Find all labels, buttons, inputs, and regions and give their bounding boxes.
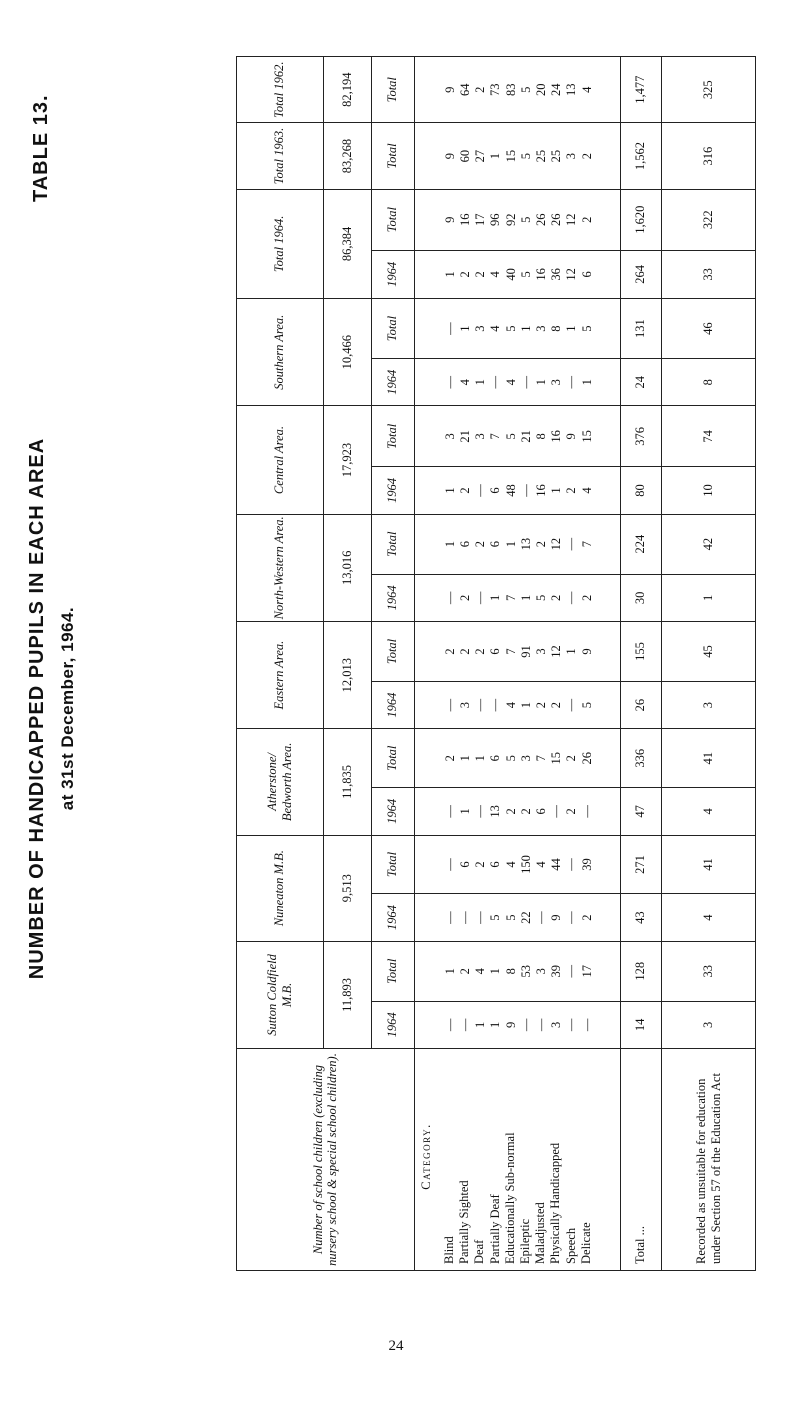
category-value: — [564,375,579,389]
category-value: 12 [564,213,579,226]
total-subheader: Total [372,57,414,123]
category-value: 2 [549,594,564,601]
category-value: 2 [473,541,488,548]
category-values-column [414,894,620,941]
category-values-column [414,359,620,406]
column-recorded: 4 [662,788,756,835]
category-value: 4 [503,379,518,386]
total-subheader: Total [372,189,414,250]
category-value: — [442,698,457,712]
category-values-column [414,123,620,189]
category-value: 9 [564,433,579,440]
category-value: 3 [549,1021,564,1029]
page-number: 24 [388,1338,404,1354]
category-value: 1 [473,755,488,762]
total-subheader: Total [372,299,414,359]
category-value: 9 [442,152,457,160]
category-value: 16 [533,268,548,281]
category-value: 3 [549,379,564,386]
category-value: 2 [579,152,594,160]
category-value: 53 [518,965,533,978]
category-value: 16 [457,213,472,226]
category-value: 1 [442,541,457,548]
category-value: 39 [549,965,564,978]
category-value: — [473,591,488,605]
total-subheader: Total [372,835,414,894]
category-value: — [533,1018,548,1032]
category-value: 3 [533,648,548,655]
category-value: 2 [473,86,488,93]
column-total: 264 [620,250,661,298]
category-value: 8 [549,325,564,332]
category-value: 4 [457,379,472,386]
category-value: — [488,375,503,389]
column-total: 155 [620,621,661,681]
recorded-row [662,57,756,1271]
category-value: — [518,484,533,497]
column-recorded: 322 [662,189,756,250]
year-subheader: 1964 [372,467,414,514]
category-value: 8 [503,968,518,975]
category-value: 48 [503,484,518,497]
category-value: 6 [457,541,472,548]
area-name-row [237,57,324,1271]
category-value: 4 [503,701,518,709]
category-value: 1 [442,271,457,278]
category-value: 15 [549,751,564,765]
category-value: 5 [503,755,518,762]
category-item: Educationally Sub-normal [502,1132,517,1264]
category-value: 9 [442,216,457,223]
category-value: 15 [579,430,594,443]
area-southern: Southern Area. [237,299,324,406]
category-value: 6 [488,861,503,868]
category-value: 6 [457,861,472,868]
category-value: 91 [518,645,533,658]
category-value: 2 [473,861,488,868]
column-recorded: 4 [662,894,756,941]
category-value: — [442,805,457,818]
category-value: 1 [442,968,457,975]
category-value: 7 [503,648,518,655]
category-value: 2 [533,701,548,709]
area-sutton-coldfield: Sutton Coldfield M.B. [237,941,324,1048]
total-row [620,57,661,1271]
category-values-column [414,299,620,359]
category-value: 1 [473,1021,488,1029]
column-recorded: 41 [662,729,756,788]
category-value: 5 [488,914,503,921]
population-value: 86,384 [323,189,371,298]
category-value: 2 [579,594,594,601]
category-value: 17 [473,213,488,226]
category-value: 1 [503,541,518,548]
category-value: 44 [549,858,564,871]
category-value: 2 [457,271,472,278]
category-value: 36 [549,268,564,281]
category-value: — [518,1018,533,1032]
total-subheader: Total [372,514,414,574]
category-item: Epileptic [517,1218,532,1264]
category-value: 17 [579,965,594,978]
category-value: 3 [564,152,579,160]
category-value: — [564,858,579,871]
column-recorded: 41 [662,835,756,894]
column-total: 26 [620,681,661,728]
column-total: 128 [620,941,661,1001]
category-value: 2 [457,487,472,494]
category-value: — [457,911,472,924]
category-item: Maladjusted [533,1202,548,1264]
column-recorded: 10 [662,467,756,514]
category-value: 96 [488,213,503,226]
column-total: 80 [620,467,661,514]
category-value: — [564,537,579,551]
category-values-column [414,189,620,250]
category-value: 4 [579,487,594,494]
category-value: 2 [564,808,579,815]
page-title: NUMBER OF HANDICAPPED PUPILS IN EACH AREA [26,437,48,980]
category-value: 1 [518,594,533,601]
category-value: 5 [518,216,533,223]
category-value: 2 [473,271,488,278]
area-central: Central Area. [237,406,324,514]
population-value: 82,194 [323,57,371,123]
category-value: 5 [503,325,518,332]
category-value: 2 [564,755,579,762]
category-value: — [442,591,457,605]
category-value: 12 [549,645,564,658]
category-value: 1 [533,379,548,386]
column-total: 14 [620,1001,661,1048]
category-value: 2 [503,808,518,815]
total-subheader: Total [372,941,414,1001]
population-note: Number of school children (excluding nursery school & special school children). [237,1049,415,1271]
column-recorded: 3 [662,681,756,728]
category-value: — [579,1018,594,1032]
category-value: — [473,805,488,818]
category-value: 20 [533,83,548,96]
category-value: 2 [518,808,533,815]
category-value: 2 [579,914,594,921]
category-item: Blind [441,1236,456,1264]
category-value: 9 [503,1021,518,1029]
category-value: 1 [564,325,579,332]
category-value: — [533,911,548,924]
category-value: 7 [488,433,503,440]
year-subheader: 1964 [372,250,414,298]
category-values-column [414,835,620,894]
total-row-label: Total ... [620,1049,661,1271]
category-value: — [564,1018,579,1032]
category-values-column [414,941,620,1001]
category-item: Speech [563,1227,578,1264]
category-value: 4 [473,968,488,975]
column-total: 24 [620,359,661,406]
category-values-row [414,57,620,1271]
category-value: 5 [579,701,594,709]
category-values-column [414,1001,620,1048]
category-values-column [414,406,620,467]
population-value: 83,268 [323,123,371,189]
category-values-column [414,57,620,123]
category-value: 3 [442,433,457,440]
column-recorded: 45 [662,621,756,681]
category-value: 5 [518,152,533,160]
category-value: — [473,484,488,497]
population-value: 17,923 [323,406,371,514]
column-total: 271 [620,835,661,894]
area-total-1964: Total 1964. [237,189,324,298]
category-value: 24 [549,83,564,96]
column-recorded: 46 [662,299,756,359]
category-value: 60 [457,149,472,163]
category-value: 39 [579,858,594,871]
column-total: 1,562 [620,123,661,189]
category-value: 3 [457,701,472,709]
category-value: 22 [518,911,533,924]
column-total: 336 [620,729,661,788]
category-value: 3 [518,755,533,762]
category-value: 2 [533,541,548,548]
area-total-1962: Total 1962. [237,57,324,123]
year-subheader: 1964 [372,681,414,728]
column-total: 224 [620,514,661,574]
category-value: — [518,375,533,389]
category-value: — [442,858,457,871]
category-value: — [442,1018,457,1032]
category-value: 1 [473,379,488,386]
category-value: 13 [488,805,503,818]
total-subheader: Total [372,729,414,788]
year-subheader: 1964 [372,1001,414,1048]
category-value: 6 [488,487,503,494]
column-total: 30 [620,574,661,621]
category-value: 2 [457,648,472,655]
column-total: 1,477 [620,57,661,123]
category-value: — [564,698,579,712]
category-value: 5 [518,86,533,93]
category-value: 26 [533,213,548,226]
category-value: 16 [533,484,548,497]
category-item: Partially Sighted [457,1180,472,1264]
category-value: 13 [518,537,533,551]
category-value: 5 [503,433,518,440]
category-value: 64 [457,83,472,96]
category-value: — [564,591,579,605]
column-total: 1,620 [620,189,661,250]
column-total: 47 [620,788,661,835]
category-value: 6 [533,808,548,815]
category-value: — [564,965,579,978]
category-item: Deaf [472,1239,487,1264]
category-value: 2 [549,701,564,709]
category-value: 40 [503,268,518,281]
category-value: 150 [518,855,533,874]
category-value: 25 [549,149,564,163]
category-value: 6 [488,648,503,655]
category-values-column [414,681,620,728]
column-total: 131 [620,299,661,359]
total-subheader: Total [372,621,414,681]
category-value: 3 [473,433,488,440]
area-total-1963: Total 1963. [237,123,324,189]
category-value: 1 [549,487,564,494]
category-item: Partially Deaf [487,1194,502,1264]
category-value: 3 [533,968,548,975]
category-values-column [414,729,620,788]
year-subheader: 1964 [372,788,414,835]
year-subheader: 1964 [372,894,414,941]
category-value: 1 [518,325,533,332]
area-north-western: North-Western Area. [237,514,324,621]
column-recorded: 74 [662,406,756,467]
category-label: Category. [418,1123,433,1190]
category-value: 1 [488,968,503,975]
category-value: — [473,698,488,712]
category-value: 1 [564,648,579,655]
category-values-column [414,574,620,621]
population-value: 11,835 [323,729,371,835]
category-value: 2 [579,216,594,223]
category-value: — [473,911,488,924]
category-value: 2 [457,594,472,601]
column-recorded: 1 [662,574,756,621]
category-values-column [414,621,620,681]
category-value: 4 [488,325,503,332]
category-value: 9 [442,86,457,93]
category-value: 15 [503,149,518,163]
column-recorded: 33 [662,941,756,1001]
population-value: 12,013 [323,621,371,728]
category-value: 1 [579,379,594,386]
category-value: 5 [579,325,594,332]
category-value: 9 [579,648,594,655]
column-recorded: 316 [662,123,756,189]
category-value: 13 [564,83,579,96]
year-subheader: 1964 [372,359,414,406]
category-value: 6 [488,541,503,548]
recorded-row-label: Recorded as unsuitable for education under Section 57 of the Education Act [662,1049,756,1271]
category-value: 3 [473,325,488,332]
category-value: 12 [549,537,564,551]
category-value: 5 [533,594,548,601]
total-subheader: Total [372,123,414,189]
population-value: 13,016 [323,514,371,621]
area-nuneaton: Nuneaton M.B. [237,835,324,941]
category-value: 1 [457,755,472,762]
category-value: 7 [579,541,594,548]
population-value: 11,893 [323,941,371,1048]
column-total: 43 [620,894,661,941]
year-subheader: 1964 [372,574,414,621]
category-value: 2 [442,755,457,762]
column-recorded: 3 [662,1001,756,1048]
category-value: 5 [518,271,533,278]
category-value: 2 [442,648,457,655]
page-subtitle: at 31st December, 1964. [58,606,77,811]
category-item: Delicate [578,1222,593,1264]
population-value: 10,466 [323,299,371,406]
category-list [414,1049,620,1271]
category-value: 83 [503,83,518,96]
category-value: 6 [579,271,594,278]
category-value: — [442,375,457,389]
column-recorded: 42 [662,514,756,574]
category-value: — [442,322,457,335]
category-value: 4 [533,861,548,868]
category-value: 8 [533,433,548,440]
category-values-column [414,788,620,835]
category-item: Physically Handicapped [548,1142,563,1264]
category-value: 9 [549,914,564,921]
category-value: 21 [457,430,472,443]
category-value: — [564,911,579,924]
handicapped-pupils-table [236,56,756,1271]
category-value: 3 [533,325,548,332]
category-value: — [442,911,457,924]
category-value: 5 [503,914,518,921]
category-value: — [579,805,594,818]
category-value: 1 [442,487,457,494]
category-value: 7 [533,755,548,762]
category-value: — [457,1018,472,1032]
category-value: 4 [488,271,503,278]
category-value: — [549,805,564,818]
category-value: 27 [473,149,488,163]
area-atherstone-bedworth: Atherstone/ Bedworth Area. [237,729,324,835]
column-recorded: 325 [662,57,756,123]
category-value: 16 [549,430,564,443]
category-value: 26 [549,213,564,226]
category-value: 92 [503,213,518,226]
category-value: 1 [488,594,503,601]
table-number: TABLE 13. [30,94,52,202]
category-values-column [414,514,620,574]
category-value: 4 [503,861,518,868]
column-recorded: 8 [662,359,756,406]
category-value: 1 [518,701,533,709]
category-value: 12 [564,268,579,281]
category-value: 73 [488,83,503,96]
category-value: 21 [518,430,533,443]
population-value: 9,513 [323,835,371,941]
column-recorded: 33 [662,250,756,298]
column-total: 376 [620,406,661,467]
category-values-column [414,467,620,514]
category-value: 2 [457,968,472,975]
category-value: 7 [503,594,518,601]
category-value: 1 [488,152,503,160]
category-value: 1 [457,808,472,815]
category-value: — [488,698,503,712]
total-subheader: Total [372,406,414,467]
category-value: 6 [488,755,503,762]
category-value: 2 [473,648,488,655]
category-value: 1 [457,325,472,332]
category-value: 2 [564,487,579,494]
area-eastern: Eastern Area. [237,621,324,728]
category-value: 1 [488,1021,503,1029]
category-value: 25 [533,149,548,163]
category-value: 4 [579,86,594,93]
category-values-column [414,250,620,298]
category-value: 26 [579,751,594,765]
